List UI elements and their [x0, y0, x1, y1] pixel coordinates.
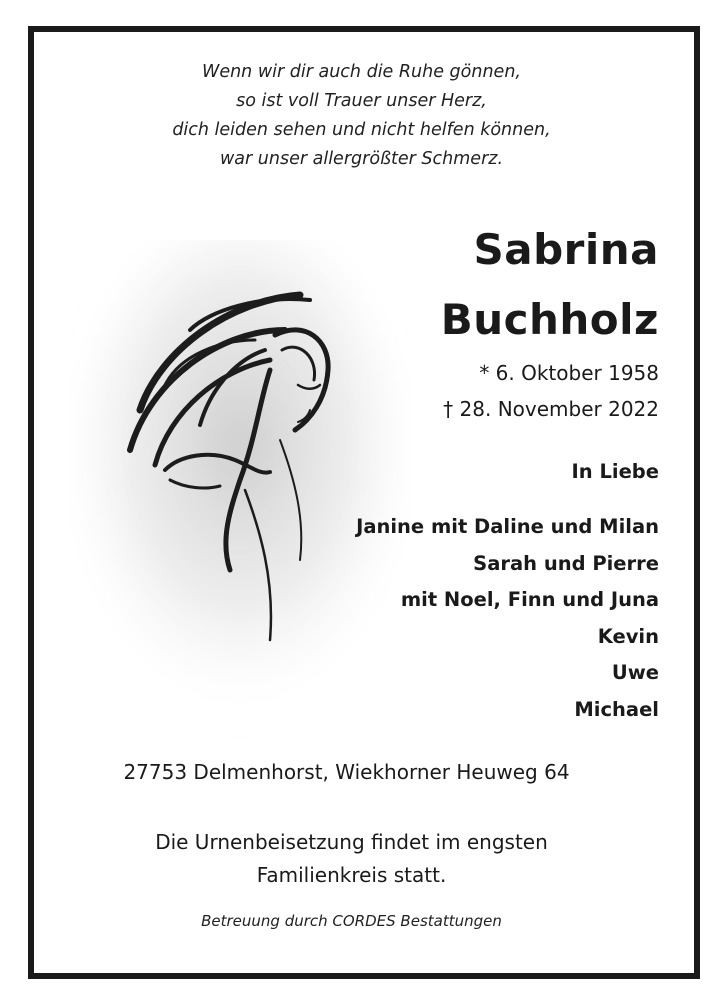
- death-date: † 28. November 2022: [443, 397, 659, 421]
- mourner: Sarah und Pierre: [473, 551, 659, 575]
- poem-line: Wenn wir dir auch die Ruhe gönnen,: [202, 62, 521, 82]
- notice-line: Die Urnenbeisetzung findet im engsten: [155, 830, 548, 854]
- funeral-home-credit: Betreuung durch CORDES Bestattungen: [201, 912, 502, 930]
- mourner: Kevin: [597, 624, 659, 648]
- life-dates: [443, 355, 659, 427]
- mourners-list: [356, 509, 659, 728]
- mourner: mit Noel, Finn und Juna: [400, 588, 659, 611]
- poem-line: dich leiden sehen und nicht helfen können,: [172, 120, 551, 140]
- address: 27753 Delmenhorst, Wiekhorner Heuweg 64: [123, 760, 570, 784]
- birth-date: * 6. Oktober 1958: [479, 361, 659, 385]
- in-love-label: In Liebe: [571, 460, 659, 483]
- mourner: Uwe: [611, 661, 659, 684]
- poem-line: so ist voll Trauer unser Herz,: [236, 91, 487, 111]
- mourner: Janine mit Daline und Milan: [356, 515, 659, 538]
- mourner: Michael: [574, 697, 659, 721]
- poem-line: war unser allergrößter Schmerz.: [219, 149, 504, 169]
- burial-notice: [0, 826, 723, 892]
- deceased-first-name: Sabrina: [473, 225, 659, 274]
- poem: [0, 58, 723, 174]
- deceased-last-name: Buchholz: [440, 295, 659, 344]
- notice-line: Familienkreis statt.: [256, 863, 447, 887]
